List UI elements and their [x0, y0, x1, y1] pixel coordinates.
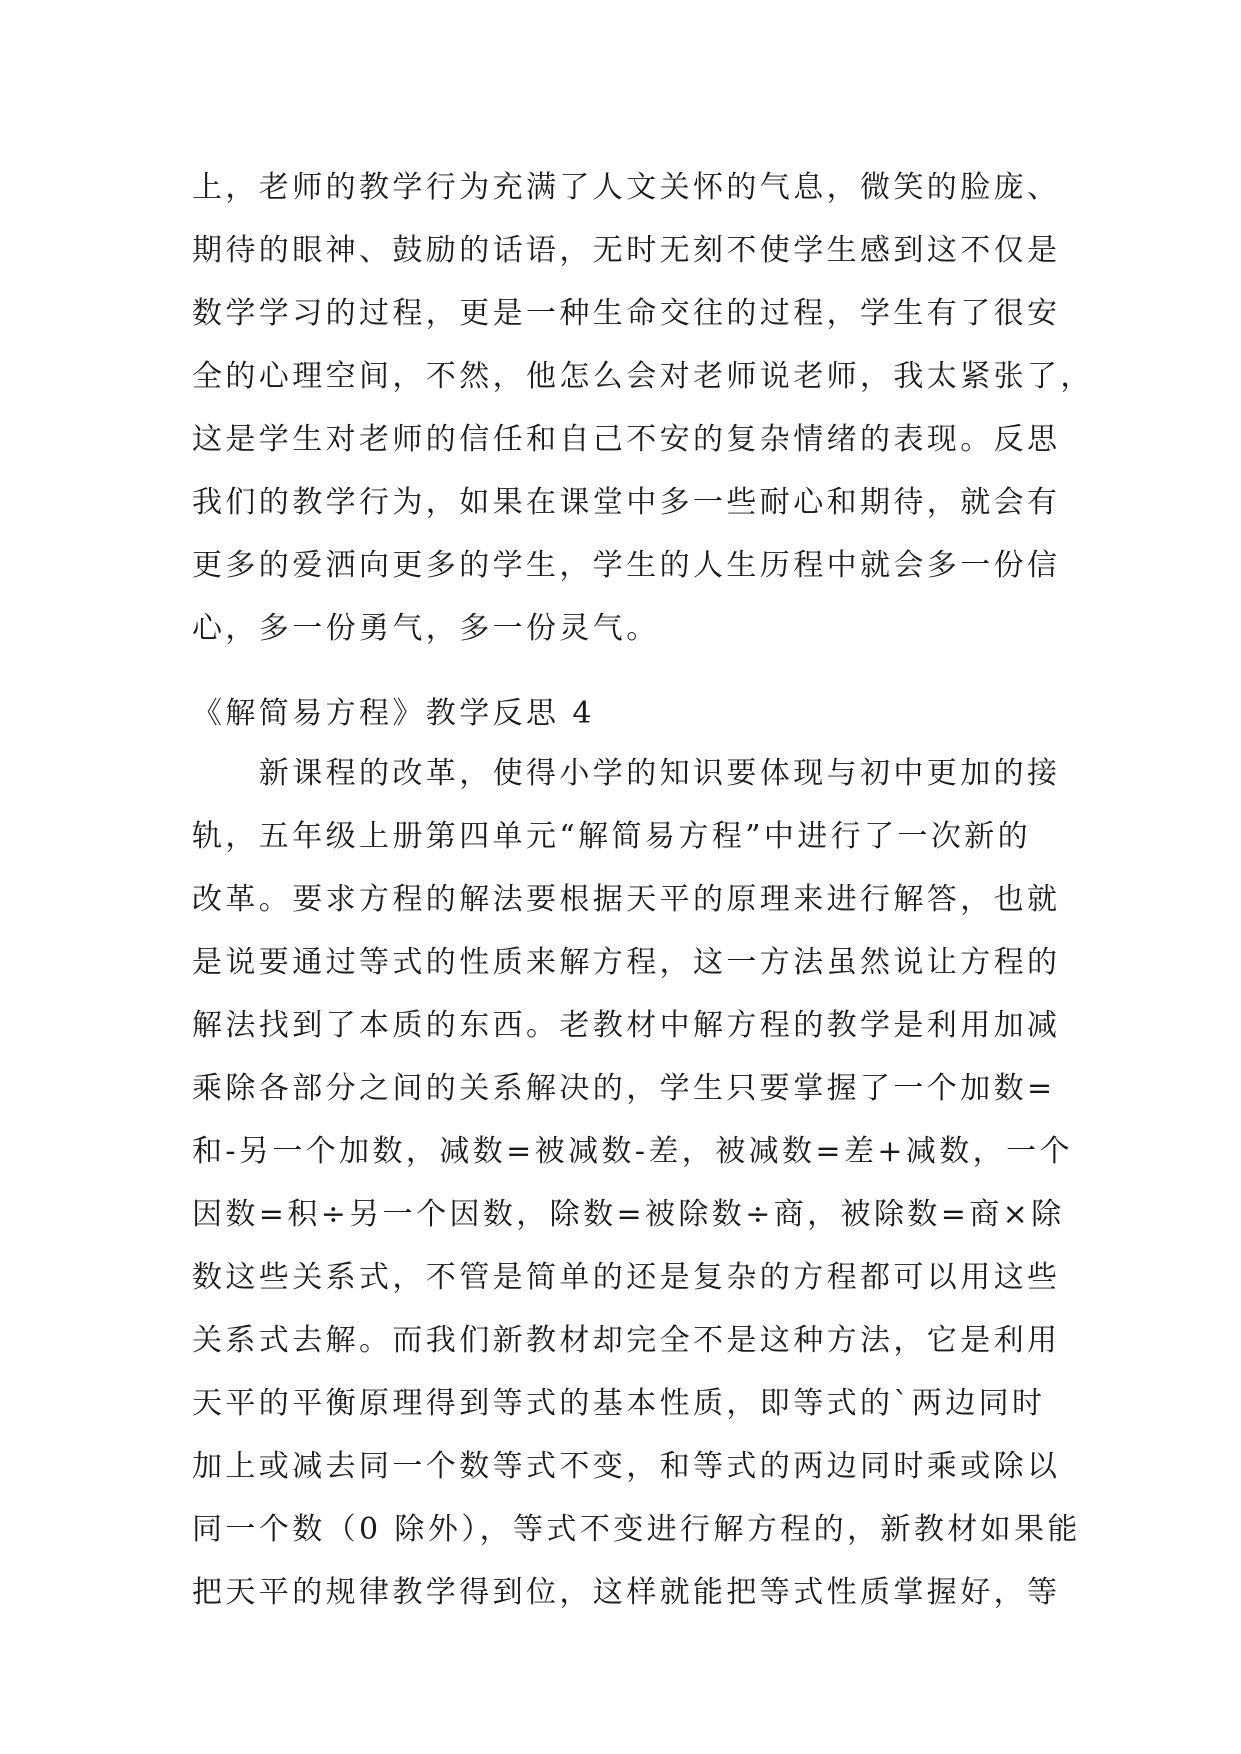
text-line: 乘除各部分之间的关系解决的，学生只要掌握了一个加数=	[192, 1071, 1056, 1106]
heading-text: 《解简易方程》教学反思 4	[192, 696, 595, 731]
section-heading	[192, 682, 1072, 745]
text-line: 这是学生对老师的信任和自己不安的复杂情绪的表现。反思	[192, 422, 1061, 457]
text-line: 同一个数（0 除外），等式不变进行解方程的，新教材如果能	[192, 1512, 1081, 1547]
text-line: 数学学习的过程，更是一种生命交往的过程，学生有了很安	[192, 296, 1061, 331]
text-line: 把天平的规律教学得到位，这样就能把等式性质掌握好，等	[192, 1575, 1061, 1610]
text-line: 轨，五年级上册第四单元“解简易方程”中进行了一次新的	[192, 819, 1032, 854]
paragraph-equation-reflection	[192, 742, 1081, 1624]
text-line: 解法找到了本质的东西。老教材中解方程的教学是利用加减	[192, 1008, 1061, 1043]
text-line: 期待的眼神、鼓励的话语，无时无刻不使学生感到这不仅是	[192, 233, 1061, 268]
text-line: 全的心理空间，不然，他怎么会对老师说老师，我太紧张了，	[192, 359, 1094, 394]
text-line: 因数=积÷另一个因数，除数=被除数÷商，被除数=商×除	[192, 1197, 1065, 1232]
text-line: 和-另一个加数，减数=被减数-差，被减数=差+减数，一个	[192, 1134, 1073, 1169]
text-line: 天平的平衡原理得到等式的基本性质，即等式的`两边同时	[192, 1386, 1046, 1421]
text-line: 改革。要求方程的解法要根据天平的原理来进行解答，也就	[192, 882, 1061, 917]
paragraph-reflection-continued	[192, 156, 1094, 660]
text-line: 数这些关系式，不管是简单的还是复杂的方程都可以用这些	[192, 1260, 1061, 1295]
text-line: 心，多一份勇气，多一份灵气。	[192, 611, 660, 646]
text-line: 是说要通过等式的性质来解方程，这一方法虽然说让方程的	[192, 945, 1061, 980]
text-line: 关系式去解。而我们新教材却完全不是这种方法，它是利用	[192, 1323, 1061, 1358]
text-line: 上，老师的教学行为充满了人文关怀的气息，微笑的脸庞、	[192, 170, 1061, 205]
text-line: 更多的爱洒向更多的学生，学生的人生历程中就会多一份信	[192, 548, 1061, 583]
text-line: 新课程的改革，使得小学的知识要体现与初中更加的接	[192, 756, 1061, 791]
text-line: 我们的教学行为，如果在课堂中多一些耐心和期待，就会有	[192, 485, 1061, 520]
text-line: 加上或减去同一个数等式不变，和等式的两边同时乘或除以	[192, 1449, 1061, 1484]
